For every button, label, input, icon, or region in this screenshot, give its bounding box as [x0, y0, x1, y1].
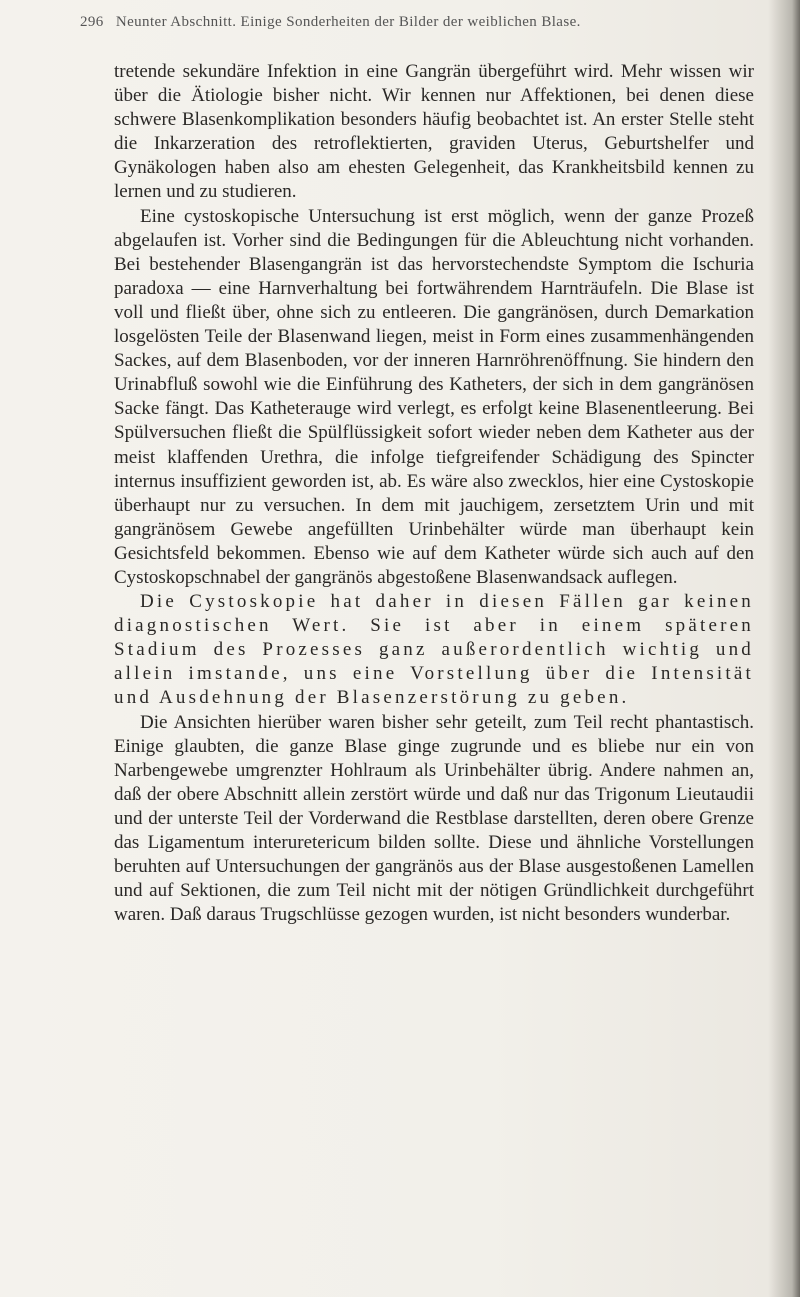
paragraph-views: Die Ansichten hierüber waren bisher sehr geteilt, zum Teil recht phantastisch. Einige glaubten, die ganze Blase ginge zugrunde und es bliebe nur ein von Narbengewebe umgrenzter Hohlraum als Urinbehälter übrig. Andere nahmen an, daß der obere Abschnitt allein zerstört würde und daß nur das Trigonum Lieutaudii und der unterste Teil der Vorderwand die Restblase darstellten, deren obere Grenze das Ligamentum interuretericum bilden sollte. Diese und ähnliche Vorstellungen beruhten auf Untersuchungen der gangränös aus der Blase ausgestoßenen Lamellen und auf Sektionen, die zum Teil nicht mit der nötigen Gründlichkeit durchgeführt waren. Daß daraus Trugschlüsse gezogen wurden, ist nicht besonders wunderbar. — [114, 711, 754, 926]
page-number: 296 — [80, 14, 104, 30]
running-title: Neunter Abschnitt. Einige Sonderheiten der Bilder der weiblichen Blase. — [115, 14, 581, 30]
paragraph-emphasized: Die Cystoskopie hat daher in diesen Fällen gar keinen diagnostischen Wert. Sie ist aber in einem späteren Stadium des Prozesses ganz außerordentlich wichtig und allein imstande, uns eine Vorstellung über die Intensität und Ausdehnung der Blasenzerstörung zu geben. — [114, 591, 754, 709]
body-text — [114, 60, 754, 927]
running-header — [80, 14, 720, 31]
paragraph-cystoscopy: Eine cystoskopische Untersuchung ist erst möglich, wenn der ganze Prozeß abgelaufen ist. Vorher sind die Bedingungen für die Ableuchtung nicht vorhanden. Bei bestehender Blasengangrän ist das hervorstechendste Symptom die Ischuria paradoxa — eine Harnverhaltung bei fortwährendem Harnträufeln. Die Blase ist voll und fließt über, ohne sich zu entleeren. Die gangränösen, durch Demarkation losgelösten Teile der Blasenwand liegen, meist in Form eines zusammenhängenden Sackes, auf dem Blasenboden, vor der inneren Harnröhrenöffnung. Sie hindern den Urinabfluß sowohl wie die Einführung des Katheters, der sich in dem gangränösen Sacke fängt. Das Katheterauge wird verlegt, es erfolgt keine Blasenentleerung. Bei Spülversuchen fließt die Spülflüssigkeit sofort wieder neben dem Katheter aus der meist klaffenden Urethra, die infolge tiefgreifender Schädigung des Spincter internus insuffizient geworden ist, ab. Es wäre also zwecklos, hier eine Cystoskopie überhaupt nur zu versuchen. In dem mit jauchigem, zersetztem Urin und mit gangränösem Gewebe angefüllten Urinbehälter würde man überhaupt kein Gesichtsfeld bekommen. Ebenso wie auf dem Katheter würde sich auch auf den Cystoskopschnabel der gangränös abgestoßene Blasenwandsack auflegen. — [114, 205, 754, 588]
paragraph-continued: tretende sekundäre Infektion in eine Gangrän übergeführt wird. Mehr wissen wir über die Ätiologie bisher nicht. Wir kennen nur Affektionen, bei denen diese schwere Blasenkomplikation besonders häufig beobachtet ist. An erster Stelle steht die Inkarzeration des retroflektierten, graviden Uterus, Geburtshelfer und Gynäkologen haben also am ehesten Gelegenheit, das Krankheitsbild kennen zu lernen und zu studieren. — [114, 61, 754, 203]
